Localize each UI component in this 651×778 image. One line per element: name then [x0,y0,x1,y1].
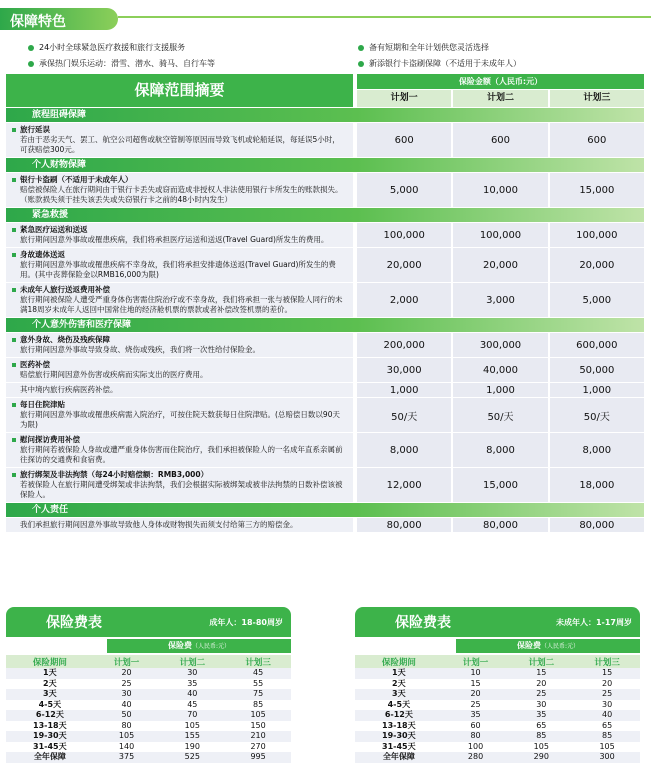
premium-cell: 20 [602,678,613,688]
premium-cell: 65 [536,720,547,730]
coverage-value: 50/天 [357,398,451,432]
premium-cell: 20 [443,689,509,700]
premium-cell: 35 [443,710,509,721]
coverage-description [6,433,353,467]
coverage-value: 5,000 [357,173,451,207]
premium-subheader [6,639,291,653]
coverage-row [6,123,644,157]
coverage-description [6,468,353,502]
coverage-value: 300,000 [453,333,547,357]
coverage-row [6,468,644,502]
coverage-item-text: 赔偿被保险人在旅行期间由于银行卡丢失或窃而造成非授权人非法使用银行卡所发生的账款损失。（账款损失须于挂失该丢失或失窃银行卡之前的48小时内发生） [20,185,343,204]
premium-row [355,752,640,763]
premium-label: 保险费（人民币:元） [456,639,640,653]
coverage-description [6,358,353,382]
coverage-description [6,248,353,282]
premium-cell: 80 [443,731,509,742]
coverage-value: 600 [453,123,547,157]
premium-row [6,700,291,711]
square-bullet-icon [12,438,16,442]
premium-cell: 85 [253,699,264,709]
coverage-item-title: 银行卡盗刷（不适用于未成年人） [20,175,133,184]
coverage-values [357,468,644,502]
premium-row [6,742,291,753]
coverage-item-title: 旅行绑架及非法拘禁（每24小时赔偿额：RMB3,000） [20,470,209,479]
premium-header-row [355,655,640,668]
premium-cell: 290 [508,752,574,763]
coverage-values [357,518,644,532]
coverage-title: 保障范围摘要 [6,74,353,107]
coverage-row [6,223,644,247]
coverage-text-block [20,125,347,155]
premium-cell: 10 [443,668,509,679]
coverage-row [6,283,644,317]
premium-cell: 100 [467,741,484,751]
premium-cell: 3天 [355,689,443,700]
coverage-value: 20,000 [453,248,547,282]
coverage-value: 18,000 [550,468,644,502]
premium-row [355,742,640,753]
premium-row [355,710,640,721]
premium-cell: 30 [536,699,547,709]
premium-cell: 85 [508,731,574,742]
coverage-item-title: 身故遗体送返 [20,250,65,259]
coverage-value: 20,000 [357,248,451,282]
coverage-row [6,433,644,467]
premium-header [355,607,640,637]
coverage-text-block [20,360,208,380]
coverage-row [6,333,644,357]
coverage-value: 8,000 [550,433,644,467]
section-title: 个人意外伤害和医疗保障 [6,318,644,332]
coverage-item-text: 旅行期间因意外事故或罹患疾病不幸身故，我们将承担安排遗体送返(Travel Guard)所发生的费用。(其中丧葬保险金以RMB16,000为限) [20,260,336,279]
premium-cell: 280 [443,752,509,763]
premium-cell: 30 [94,689,160,700]
premium-cell: 150 [250,720,266,730]
coverage-value: 10,000 [453,173,547,207]
premium-cell: 30 [159,668,225,679]
premium-cell: 4-5天 [387,699,411,709]
coverage-values [357,433,644,467]
premium-row [6,710,291,721]
premium-row [355,700,640,711]
premium-cell: 525 [159,752,225,763]
feature-item [358,58,521,69]
coverage-value: 1,000 [453,383,547,397]
premium-cell: 270 [250,741,266,751]
square-bullet-icon [12,473,16,477]
premium-cell: 19-30天 [6,731,94,742]
square-bullet-icon [12,288,16,292]
feature-text: 备有短期和全年计划供您灵活选择 [369,43,489,52]
square-bullet-icon [12,403,16,407]
coverage-description [6,123,353,157]
coverage-item-title: 意外身故、烧伤及残疾保障 [20,335,110,344]
premium-column-header: 计划三 [574,655,640,668]
premium-cell: 45 [225,668,291,679]
premium-subheader [355,639,640,653]
premium-cell: 31-45天 [33,741,67,751]
premium-cell: 65 [602,720,613,730]
coverage-value: 100,000 [357,223,451,247]
coverage-table [6,74,644,532]
section-title: 个人责任 [6,503,644,517]
coverage-value: 1,000 [550,383,644,397]
coverage-value: 12,000 [357,468,451,502]
premium-cell: 375 [94,752,160,763]
premium-row [355,689,640,700]
feature-text: 新添银行卡盗刷保障（不适用于未成年人） [369,59,521,68]
premium-row [6,668,291,679]
premium-title: 保险费表 [395,615,451,631]
coverage-text-block [20,250,347,280]
coverage-value: 1,000 [357,383,451,397]
bullet-icon [28,61,34,67]
square-bullet-icon [12,178,16,182]
section-title: 紧急救援 [6,208,644,222]
square-bullet-icon [12,128,16,132]
premium-column-header: 保险期间 [6,655,94,668]
coverage-value: 20,000 [550,248,644,282]
plan-header: 计划二 [453,90,547,107]
premium-table-minor [355,607,640,763]
plan-header: 计划一 [357,90,451,107]
premium-row [6,752,291,763]
coverage-value: 8,000 [357,433,451,467]
coverage-row [6,173,644,207]
premium-cell: 13-18天 [382,720,416,730]
coverage-row [6,398,644,432]
coverage-value: 200,000 [357,333,451,357]
coverage-item-text: 其中境内旅行疾病医药补偿。 [20,385,118,394]
coverage-item-text: 我们承担旅行期间因意外事故导致他人身体或财物损失而须支付给第三方的赔偿金。 [20,520,298,529]
premium-cell: 105 [184,720,200,730]
section-title: 个人财物保障 [6,158,644,172]
coverage-value: 5,000 [550,283,644,317]
premium-header [6,607,291,637]
premium-table-adult [6,607,291,763]
coverage-value: 3,000 [453,283,547,317]
premium-row [355,668,640,679]
coverage-item-title: 紧急医疗运送和送返 [20,225,88,234]
coverage-sections [6,108,644,532]
coverage-item-title: 医药补偿 [20,360,50,369]
coverage-row [6,383,644,397]
coverage-text-block [20,335,260,355]
premium-cell: 40 [574,710,640,721]
coverage-item-text: 旅行期间被保险人遭受严重身体伤害需住院治疗或不幸身故，我们将承担一张与被保险人同行的未满18周岁未成年人返回中国常住地的经济舱机票的票款或者补偿改签机票的差价。 [20,295,343,314]
coverage-text-block [20,435,347,465]
premium-column-header: 计划二 [159,655,225,668]
premium-row [6,731,291,742]
square-bullet-icon [12,228,16,232]
premium-cell: 105 [225,710,291,721]
premium-cell: 60 [470,720,481,730]
premium-column-header: 计划二 [508,655,574,668]
premium-cell: 80 [121,720,132,730]
premium-title: 保险费表 [46,615,102,631]
coverage-value: 8,000 [453,433,547,467]
plan-headers [357,90,644,107]
premium-cell: 40 [121,699,132,709]
premium-cell: 30 [602,699,613,709]
coverage-value: 600 [550,123,644,157]
premium-cell: 4-5天 [38,699,62,709]
premium-row [355,731,640,742]
premium-cell: 190 [184,741,200,751]
premium-cell: 20 [536,678,547,688]
coverage-text-block [20,175,347,205]
premium-cell: 155 [159,731,225,742]
premium-audience: 未成年人：1-17周岁 [555,618,632,627]
coverage-item-text: 若由于恶劣天气、罢工、航空公司超售或航空管制等原因而导致飞机或轮船延误，每延误5小时，可获赔偿300元。 [20,135,340,154]
coverage-item-title: 每日住院津贴 [20,400,65,409]
coverage-value: 15,000 [550,173,644,207]
plan-header: 计划三 [550,90,644,107]
feature-item [28,42,185,53]
coverage-item-text: 旅行期间若被保险人身故或遭严重身体伤害而住院治疗，我们承担被保险人的一名成年直系亲属前往探访的交通费和食宿费。 [20,445,343,464]
coverage-description [6,283,353,317]
feature-item [28,58,215,69]
premium-cell: 2天 [43,678,57,688]
feature-text: 承保热门娱乐运动：滑雪、潜水、骑马、自行车等 [39,59,215,68]
coverage-value: 80,000 [357,518,451,532]
amount-label: 保险金额（人民币:元） [357,74,644,89]
premium-cell: 13-18天 [33,720,67,730]
premium-column-header: 计划一 [443,655,509,668]
coverage-item-title: 未成年人旅行送返费用补偿 [20,285,110,294]
premium-cell: 70 [159,710,225,721]
feature-text: 24小时全球紧急医疗救援和旅行支援服务 [39,43,186,52]
premium-cell: 20 [94,668,160,679]
section-title: 旅程阻碍保障 [6,108,644,122]
coverage-values [357,223,644,247]
premium-cell: 105 [94,731,160,742]
coverage-item-title: 慰问探访费用补偿 [20,435,80,444]
premium-cell: 3天 [6,689,94,700]
coverage-text-block [20,385,118,395]
square-bullet-icon [12,363,16,367]
premium-cell: 50 [94,710,160,721]
coverage-values [357,123,644,157]
coverage-description [6,223,353,247]
coverage-row [6,518,644,532]
coverage-value: 600 [357,123,451,157]
coverage-item-text: 旅行期间因意外事故导致身故、烧伤或残疾，我们将一次性给付保险金。 [20,345,260,354]
coverage-description [6,173,353,207]
premium-cell: 140 [118,741,135,751]
coverage-value: 50/天 [453,398,547,432]
premium-header-row [6,655,291,668]
features-title: 保障特色 [0,8,118,30]
coverage-value: 100,000 [550,223,644,247]
coverage-values [357,333,644,357]
premium-row [355,721,640,732]
premium-cell: 25 [574,689,640,700]
coverage-item-title: 旅行延误 [20,125,50,134]
premium-cell: 6-12天 [6,710,94,721]
coverage-values [357,383,644,397]
coverage-text-block [20,225,328,245]
premium-cell: 15 [574,668,640,679]
coverage-value: 50/天 [550,398,644,432]
coverage-value: 30,000 [357,358,451,382]
premium-row [6,721,291,732]
coverage-header [6,74,644,107]
coverage-description [6,518,353,532]
premium-cell: 105 [599,741,615,751]
coverage-item-text: 赔偿旅行期间因意外伤害或疾病而实际支出的医疗费用。 [20,370,208,379]
coverage-values [357,283,644,317]
coverage-value: 2,000 [357,283,451,317]
coverage-text-block [20,400,347,430]
coverage-description [6,398,353,432]
coverage-value: 80,000 [453,518,547,532]
premium-cell: 45 [187,699,198,709]
premium-cell: 105 [533,741,549,751]
premium-cell: 1天 [6,668,94,679]
premium-cell: 15 [508,668,574,679]
coverage-item-text: 旅行期间因意外事故或罹患疾病需入院治疗，可按住院天数获每日住院津贴。(总赔偿日数以90天为限) [20,410,340,429]
premium-column-header: 计划三 [225,655,291,668]
coverage-row [6,358,644,382]
premium-cell: 210 [225,731,291,742]
coverage-values [357,173,644,207]
coverage-item-text: 旅行期间因意外事故或罹患疾病，我们将承担医疗运送和送返(Travel Guard)所发生的费用。 [20,235,329,244]
feature-item [358,42,489,53]
premium-cell: 2天 [392,678,406,688]
premium-column-header: 保险期间 [355,655,443,668]
premium-cell: 19-30天 [355,731,443,742]
premium-cell: 40 [159,689,225,700]
premium-grid [6,655,291,763]
coverage-values [357,248,644,282]
square-bullet-icon [12,253,16,257]
coverage-value: 100,000 [453,223,547,247]
coverage-value: 600,000 [550,333,644,357]
coverage-values [357,358,644,382]
bullet-icon [28,45,34,51]
premium-cell: 300 [574,752,640,763]
premium-audience: 成年人：18-80周岁 [209,618,283,627]
premium-cell: 25 [470,699,481,709]
premium-cell: 35 [508,710,574,721]
premium-grid [355,655,640,763]
coverage-text-block [20,520,298,530]
premium-cell: 85 [574,731,640,742]
premium-cell: 25 [121,678,132,688]
premium-cell: 55 [253,678,264,688]
premium-label: 保险费（人民币:元） [107,639,291,653]
premium-cell: 25 [508,689,574,700]
coverage-value: 80,000 [550,518,644,532]
premium-cell: 全年保障 [6,752,94,763]
features-divider [118,16,651,18]
premium-cell: 31-45天 [382,741,416,751]
coverage-value: 40,000 [453,358,547,382]
coverage-description [6,333,353,357]
premium-cell: 6-12天 [355,710,443,721]
coverage-row [6,248,644,282]
coverage-description [6,383,353,397]
premium-cell: 全年保障 [355,752,443,763]
square-bullet-icon [12,338,16,342]
bullet-icon [358,45,364,51]
coverage-value: 15,000 [453,468,547,502]
bullet-icon [358,61,364,67]
premium-cell: 995 [225,752,291,763]
premium-row [6,689,291,700]
premium-column-header: 计划一 [94,655,160,668]
coverage-item-text: 若被保险人在旅行期间遭受绑架或非法拘禁，我们会根据实际被绑架或被非法拘禁的日数补偿该被保险人。 [20,480,343,499]
premium-row [355,679,640,690]
coverage-text-block [20,285,347,315]
coverage-value: 50,000 [550,358,644,382]
premium-cell: 75 [225,689,291,700]
premium-cell: 1天 [355,668,443,679]
coverage-text-block [20,470,347,500]
premium-cell: 35 [187,678,198,688]
coverage-values [357,398,644,432]
premium-row [6,679,291,690]
premium-cell: 15 [470,678,481,688]
